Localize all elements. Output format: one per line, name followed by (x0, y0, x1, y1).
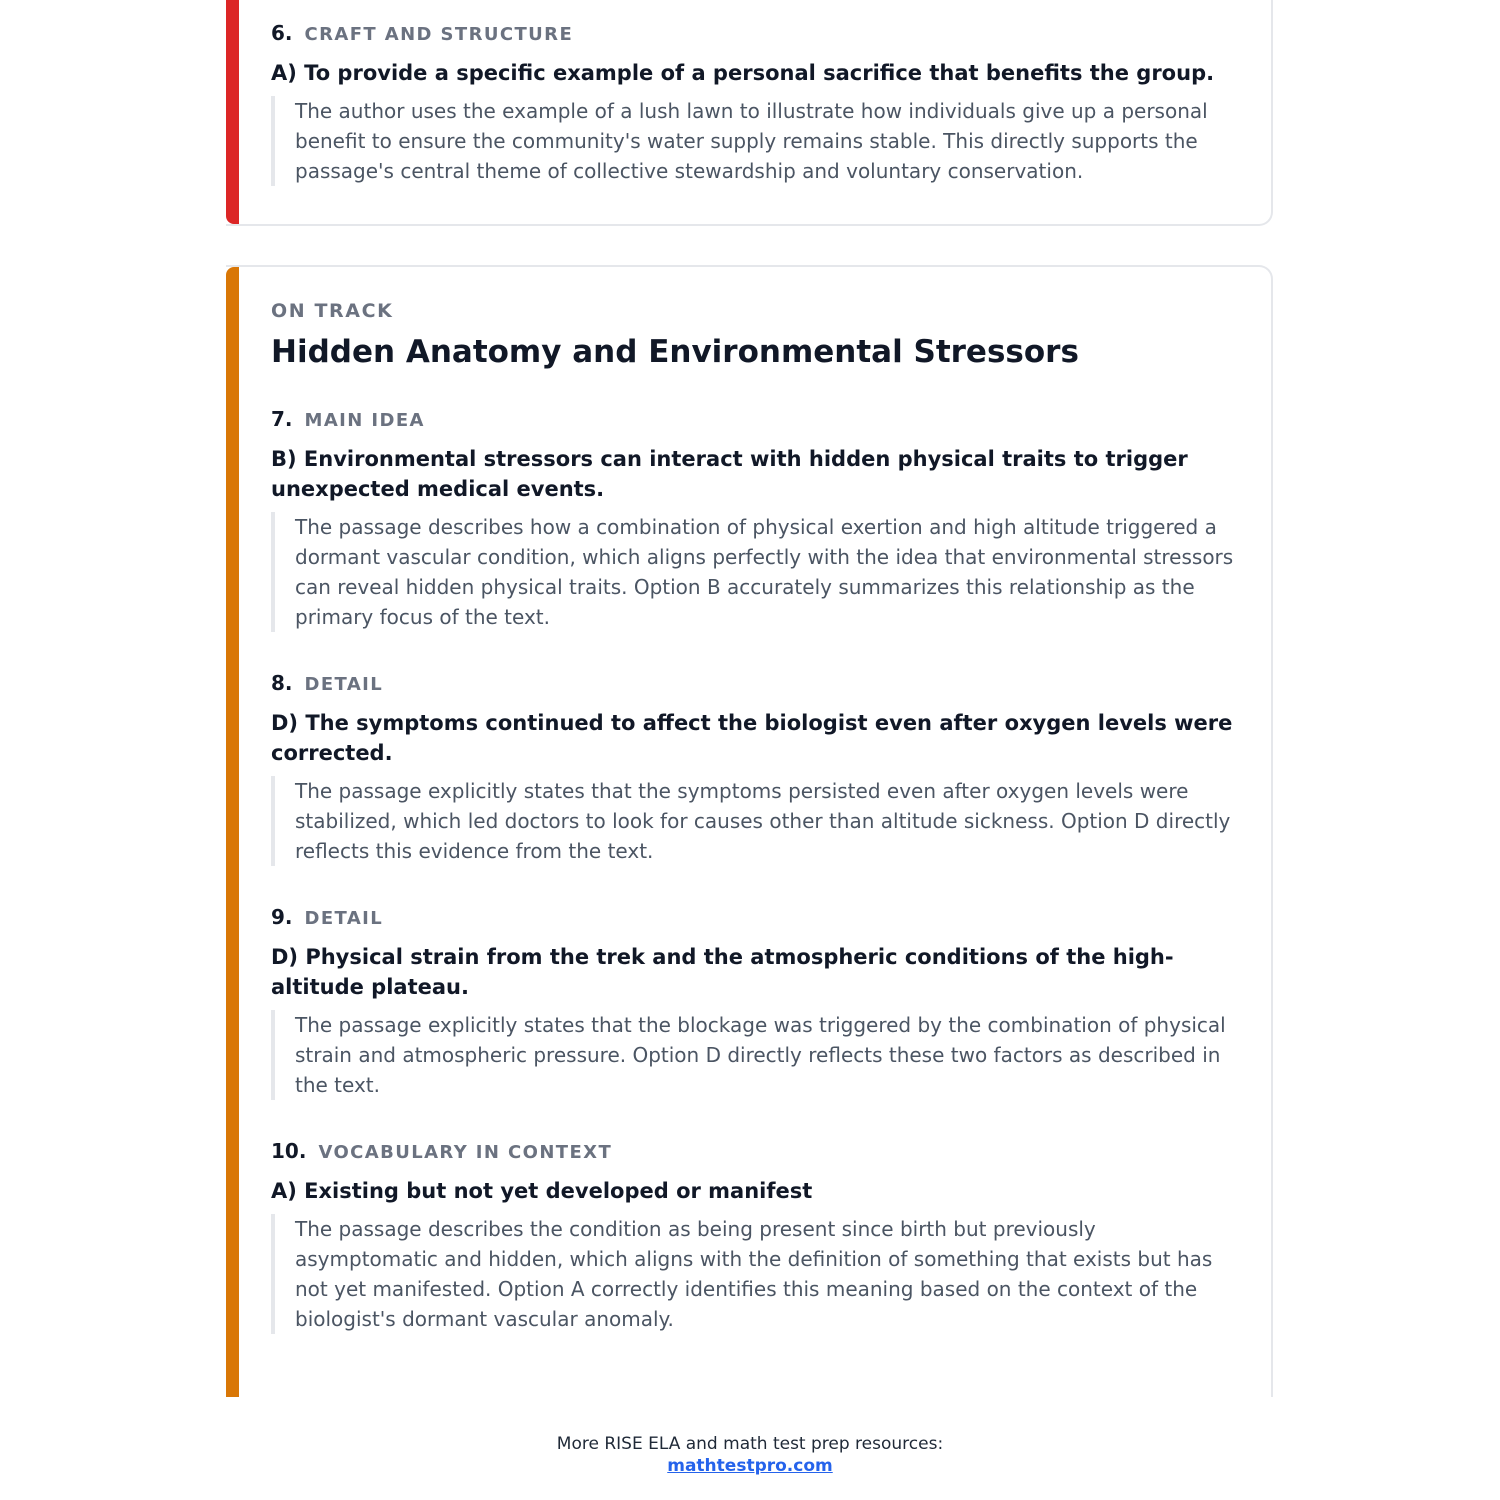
question-explanation: The passage explicitly states that the symptoms persisted even after oxygen levels were stabilized, which led doctors to look for causes other than altitude sickness. Option D directly reflects this evidence from the text. (271, 776, 1241, 866)
card-accent-bar (226, 0, 239, 224)
question-category: DETAIL (304, 674, 384, 695)
question-category: MAIN IDEA (304, 410, 425, 431)
question-item (271, 670, 1241, 866)
footer-text: More RISE ELA and math test prep resources: (556, 1434, 944, 1454)
question-item (271, 904, 1241, 1100)
question-item (271, 1138, 1241, 1334)
status-label: ON TRACK (271, 300, 394, 322)
question-number: 10. (271, 1139, 307, 1163)
question-header (271, 1138, 1241, 1166)
question-answer: D) The symptoms continued to affect the biologist even after oxygen levels were corrected. (271, 711, 1233, 765)
question-header (271, 670, 1241, 698)
footer-link[interactable]: mathtestpro.com (667, 1456, 833, 1476)
answer-card-craft-structure (226, 0, 1273, 226)
question-header (271, 406, 1241, 434)
answer-card-hidden-anatomy (226, 265, 1273, 1397)
question-category: VOCABULARY IN CONTEXT (318, 1142, 613, 1163)
question-header (271, 904, 1241, 932)
question-number: 8. (271, 671, 293, 695)
question-explanation: The author uses the example of a lush lawn to illustrate how individuals give up a personal benefit to ensure the community's water supply remains stable. This directly supports the passage's central theme of collective stewardship and voluntary conservation. (271, 96, 1241, 186)
question-number: 7. (271, 407, 293, 431)
question-header (271, 20, 1241, 48)
card-content (271, 298, 1241, 1372)
card-accent-bar (226, 267, 239, 1397)
question-number: 9. (271, 905, 293, 929)
question-answer: B) Environmental stressors can interact with hidden physical traits to trigger unexpected medical events. (271, 447, 1188, 501)
question-item (271, 20, 1241, 186)
question-explanation: The passage describes the condition as being present since birth but previously asymptomatic and hidden, which aligns with the definition of something that exists but has not yet manifested. Option A correctly identifies this meaning based on the context of the biologist's dormant vascular anomaly. (271, 1214, 1241, 1334)
card-content (271, 20, 1241, 186)
question-category: DETAIL (304, 908, 384, 929)
question-answer: A) Existing but not yet developed or manifest (271, 1179, 813, 1203)
question-number: 6. (271, 21, 293, 45)
question-explanation: The passage explicitly states that the blockage was triggered by the combination of physical strain and atmospheric pressure. Option D directly reflects these two factors as described in the text. (271, 1010, 1241, 1100)
page-footer (0, 1433, 1500, 1477)
question-answer: A) To provide a specific example of a personal sacrifice that benefits the group. (271, 61, 1215, 85)
question-category: CRAFT AND STRUCTURE (304, 24, 574, 45)
question-item (271, 406, 1241, 632)
question-answer: D) Physical strain from the trek and the atmospheric conditions of the high-altitude plateau. (271, 945, 1174, 999)
question-explanation: The passage describes how a combination of physical exertion and high altitude triggered a dormant vascular condition, which aligns perfectly with the idea that environmental stressors can reveal hidden physical traits. Option B accurately summarizes this relationship as the primary focus of the text. (271, 512, 1241, 632)
section-title: Hidden Anatomy and Environmental Stressors (271, 334, 1079, 370)
